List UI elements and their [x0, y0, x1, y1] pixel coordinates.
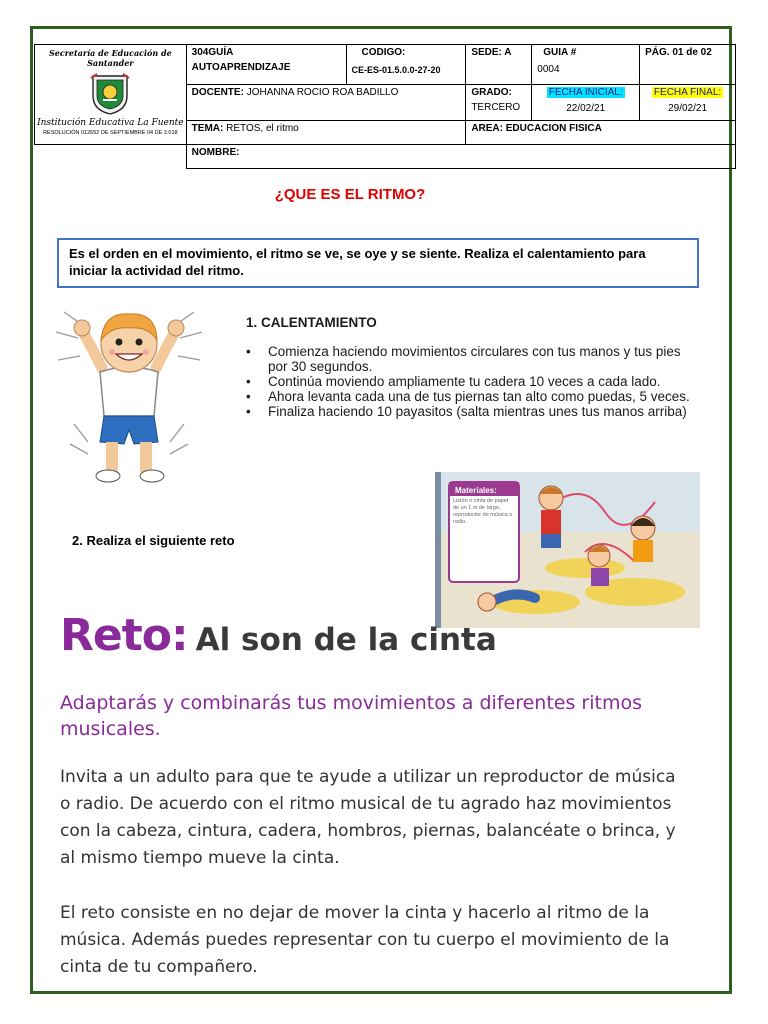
guide-title-2: AUTOAPRENDIZAJE: [191, 62, 291, 73]
guide-title-cell: [186, 45, 346, 85]
codigo-label: CODIGO:: [361, 47, 406, 58]
area-label: AREA:: [471, 123, 503, 134]
grado-value: TERCERO: [471, 102, 521, 113]
fecha-inicial-label: FECHA INICIAL:: [548, 87, 623, 98]
materials-title: Materiales:: [455, 486, 497, 495]
warmup-list: [246, 344, 694, 419]
sede-cell: [466, 45, 532, 85]
docente-cell: [186, 85, 466, 121]
materials-text: Listón o cinta de papel de un 1 m de largo, reproductor de música o radio.: [453, 498, 513, 525]
area-cell: [466, 121, 736, 145]
guia-value: 0004: [537, 64, 560, 75]
kid-exercising-illustration: [44, 304, 214, 490]
grado-cell: [466, 85, 532, 121]
secretaria-text: Secretaría de Educación de Santander: [48, 48, 172, 68]
step-2-label: 2. Realiza el siguiente reto: [72, 533, 235, 548]
fecha-inicial-value: 22/02/21: [566, 103, 606, 114]
pag-label: PÁG. 01 de 02: [645, 47, 712, 58]
reto-title: Al son de la cinta: [195, 622, 497, 658]
reto-label: Reto:: [60, 610, 188, 661]
school-crest-icon: [89, 72, 131, 116]
pag-cell: [640, 45, 736, 85]
tema-value: RETOS, el ritmo: [226, 123, 299, 134]
nombre-cell: [186, 145, 735, 169]
docente-label: DOCENTE:: [191, 87, 244, 98]
nombre-label: NOMBRE:: [191, 147, 240, 158]
children-ribbon-illustration: [435, 472, 700, 628]
reto-paragraph-1: Invita a un adulto para que te ayude a utilizar un reproductor de música o radio. De acuerdo con el ritmo musical de tu agrado haz movimientos con la cabeza, cintura, cadera, hombros, piernas, balancéate o brinca, y al mismo tiempo mueve la cinta.: [60, 767, 676, 868]
warmup-item: • Comienza haciendo movimientos circulares con tus manos y tus pies por 30 segundos.: [246, 344, 694, 374]
institution-text: Institución Educativa La Fuente: [37, 118, 184, 128]
warmup-item: • Continúa moviendo ampliamente tu cadera 10 veces a cada lado.: [246, 374, 694, 389]
reto-subtitle: Adaptarás y combinarás tus movimientos a diferentes ritmos musicales.: [60, 692, 642, 740]
fecha-final-value: 29/02/21: [668, 103, 708, 114]
area-value: EDUCACION FISICA: [505, 123, 602, 134]
codigo-value: CE-ES-01.5.0.0-27-20: [351, 65, 441, 75]
tema-label: TEMA:: [191, 123, 224, 134]
warmup-section: [246, 315, 694, 419]
guia-label: GUIA #: [543, 47, 577, 58]
school-info: [35, 45, 187, 145]
definition-text: Es el orden en el movimiento, el ritmo se ve, se oye y se siente. Realiza el calentamiento para iniciar la actividad del ritmo.: [69, 246, 646, 278]
fecha-final-cell: [640, 85, 736, 121]
guide-title-1: 304GUÍA: [191, 47, 234, 58]
docente-value: JOHANNA ROCIO ROA BADILLO: [246, 87, 399, 98]
fecha-final-label: FECHA FINAL:: [653, 87, 722, 98]
reto-heading: [60, 610, 497, 661]
warmup-item: • Finaliza haciendo 10 payasitos (salta mientras unes tus manos arriba): [246, 404, 694, 419]
warmup-title: 1. CALENTAMIENTO: [246, 315, 377, 330]
sede-label: SEDE: A: [471, 47, 512, 58]
header-table: [34, 44, 736, 169]
page-title: ¿QUE ES EL RITMO?: [274, 186, 426, 203]
reto-paragraph-2: El reto consiste en no dejar de mover la cinta y hacerlo al ritmo de la música. Además puedes representar con tu cuerpo el movimiento de la cinta de tu compañero.: [60, 903, 670, 977]
fecha-inicial-cell: [532, 85, 640, 121]
guia-cell: [532, 45, 640, 85]
definition-box: [57, 238, 699, 288]
codigo-cell: [346, 45, 466, 85]
tema-cell: [186, 121, 466, 145]
grado-label: GRADO:: [471, 87, 512, 98]
resolution-text: RESOLUCIÓN 012652 DE SEPTIEMBRE 04 DE 2.018: [43, 130, 178, 136]
warmup-item: • Ahora levanta cada una de tus piernas tan alto como puedas, 5 veces.: [246, 389, 694, 404]
